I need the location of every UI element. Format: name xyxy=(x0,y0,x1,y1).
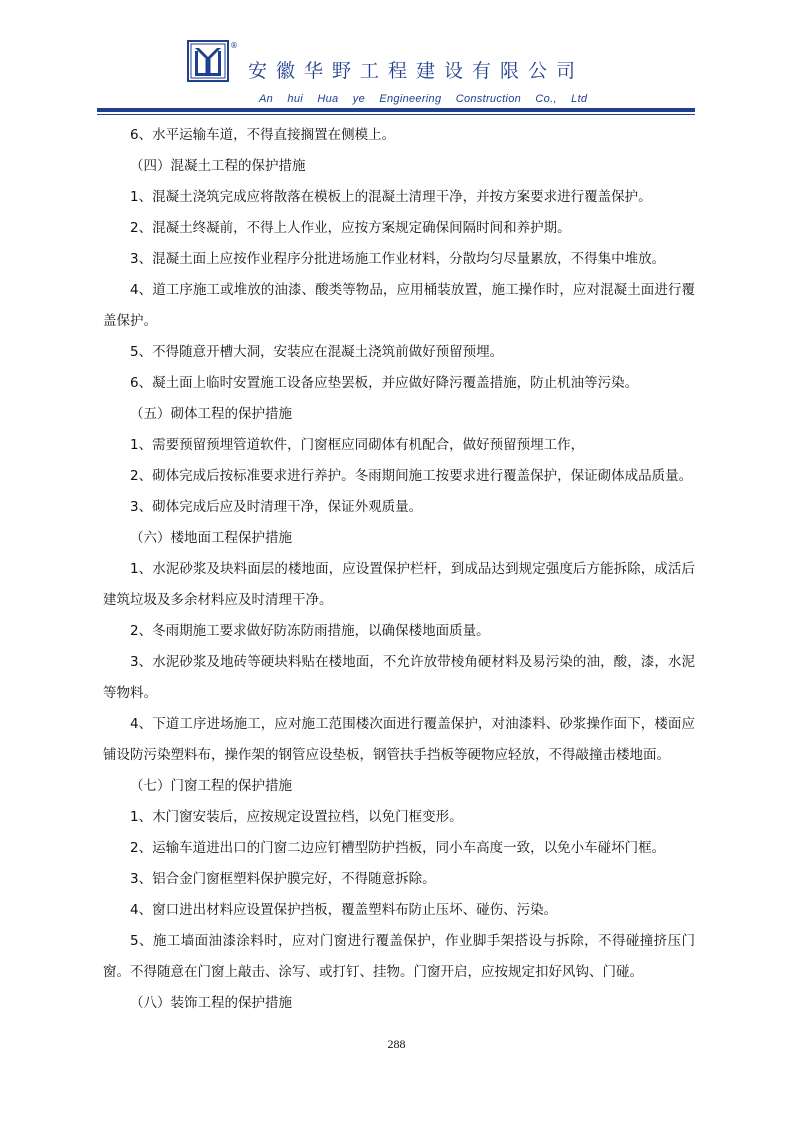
paragraph: 1、水泥砂浆及块料面层的楼地面，应设置保护栏杆，到成品达到规定强度后方能拆除，成活后建筑垃圾及多余材料应及时清理干净。 xyxy=(103,561,695,608)
section-heading: （四）混凝土工程的保护措施 xyxy=(130,158,306,174)
paragraph: 1、木门窗安装后，应按规定设置拉档，以免门框变形。 xyxy=(130,809,463,825)
paragraph: 1、需要预留预埋管道软件，门窗框应同砌体有机配合，做好预留预埋工作， xyxy=(130,437,585,453)
paragraph: 2、运输车道进出口的门窗二边应钉槽型防护挡板，同小车高度一致，以免小车碰坏门框。 xyxy=(130,840,666,856)
paragraph: 4、下道工序进场施工，应对施工范围楼次面进行覆盖保护，对油漆料、砂浆操作面下，楼面应铺设防污染塑料布，操作架的钢管应设垫板，钢管扶手挡板等硬物应轻放，不得敲撞击楼地面。 xyxy=(103,716,695,763)
paragraph: 5、施工墙面油漆涂料时，应对门窗进行覆盖保护，作业脚手架搭设与拆除，不得碰撞挤压门窗。不得随意在门窗上敲击、涂写、或打钉、挂物。门窗开启，应按规定扣好风钩、门碰。 xyxy=(103,933,695,980)
paragraph: 5、不得随意开槽大洞，安装应在混凝土浇筑前做好预留预埋。 xyxy=(130,344,504,360)
paragraph: 1、混凝土浇筑完成应将散落在模板上的混凝土清理干净，并按方案要求进行覆盖保护。 xyxy=(130,189,652,205)
paragraph: 3、水泥砂浆及地砖等硬块料贴在楼地面，不允许放带棱角硬材料及易污染的油，酸，漆，水泥等物料。 xyxy=(103,654,695,701)
paragraph: 4、窗口进出材料应设置保护挡板，覆盖塑料布防止压坏、碰伤、污染。 xyxy=(130,902,558,918)
letterhead xyxy=(0,0,793,122)
company-name-chinese: 安徽华野工程建设有限公司 xyxy=(248,60,585,82)
section-heading: （七）门窗工程的保护措施 xyxy=(130,778,292,794)
company-logo-icon xyxy=(187,40,229,82)
paragraph: 3、铝合金门窗框塑料保护膜完好，不得随意拆除。 xyxy=(130,871,436,887)
page-number: 288 xyxy=(387,1037,406,1051)
paragraph: 4、道工序施工或堆放的油漆、酸类等物品，应用桶装放置，施工操作时，应对混凝土面进行覆盖保护。 xyxy=(103,282,695,329)
paragraph: 2、砌体完成后按标准要求进行养护。冬雨期间施工按要求进行覆盖保护，保证砌体成品质量。 xyxy=(130,468,693,484)
paragraph: 3、混凝土面上应按作业程序分批进场施工作业材料，分散均匀尽量累放，不得集中堆放。 xyxy=(130,251,666,267)
paragraph: 6、水平运输车道，不得直接搁置在侧模上。 xyxy=(130,127,396,143)
document-body xyxy=(103,120,695,1019)
section-heading: （六）楼地面工程保护措施 xyxy=(130,530,292,546)
section-heading: （八）装饰工程的保护措施 xyxy=(130,995,292,1011)
company-name-english: An hui Hua ye Engineering Construction Co., Ltd xyxy=(259,93,588,105)
paragraph: 6、凝土面上临时安置施工设备应垫罢板，并应做好降污覆盖措施，防止机油等污染。 xyxy=(130,375,639,391)
header-rule-thick xyxy=(97,108,695,112)
registered-trademark-mark: ® xyxy=(230,41,238,50)
paragraph: 3、砌体完成后应及时清理干净，保证外观质量。 xyxy=(130,499,423,515)
paragraph: 2、混凝土终凝前，不得上人作业，应按方案规定确保间隔时间和养护期。 xyxy=(130,220,571,236)
paragraph: 2、冬雨期施工要求做好防冻防雨措施，以确保楼地面质量。 xyxy=(130,623,490,639)
section-heading: （五）砌体工程的保护措施 xyxy=(130,406,292,422)
header-rule-thin xyxy=(97,114,695,115)
